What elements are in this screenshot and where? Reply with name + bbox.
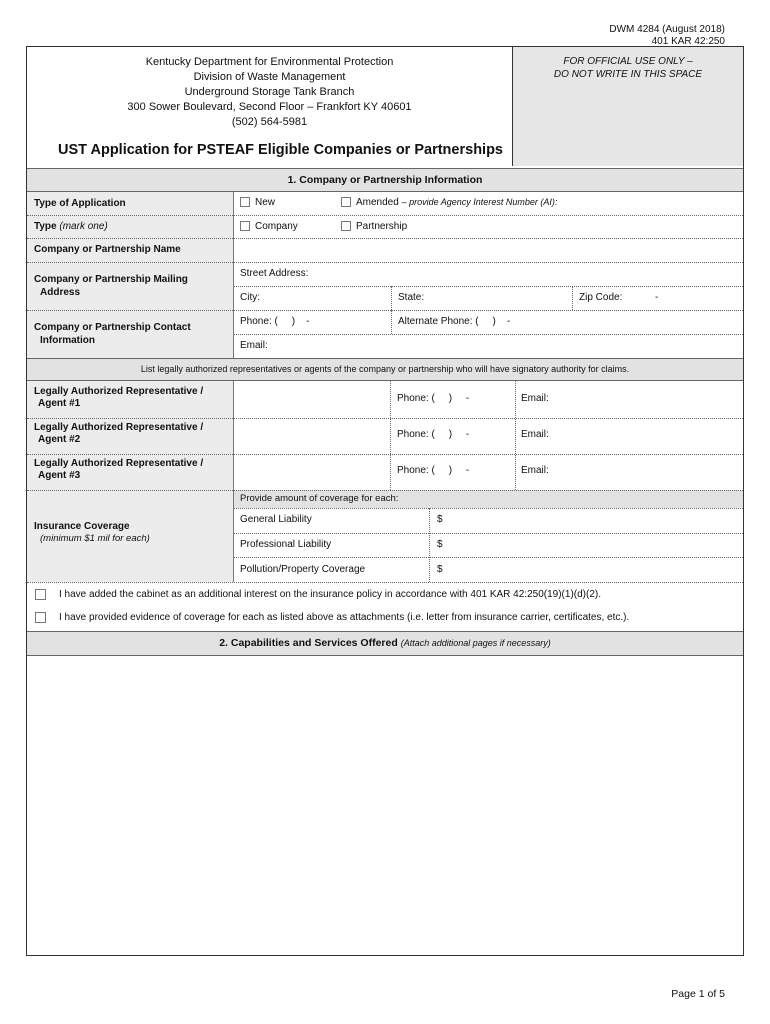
- label-type: Type (mark one): [27, 215, 233, 238]
- amended-label: Amended – provide Agency Interest Number (AI):: [356, 197, 558, 208]
- rep-2-name-field[interactable]: [234, 419, 389, 453]
- capabilities-text-area[interactable]: [28, 657, 742, 954]
- row-divider: [27, 262, 743, 263]
- label-company-name: Company or Partnership Name: [27, 238, 233, 262]
- label-mailing-address: Company or Partnership Mailing Address: [27, 262, 233, 310]
- additional-interest-label: I have added the cabinet as an additional interest on the insurance policy in accordance with 401 KAR 42:250(19)(1)(d)(2).: [59, 589, 601, 600]
- column-divider: [572, 286, 573, 310]
- agency-phone: (502) 564-5981: [231, 116, 308, 128]
- section1-heading-bar: [27, 168, 743, 192]
- new-label: New: [255, 197, 276, 208]
- company-checkbox[interactable]: [240, 221, 250, 231]
- row-divider: [27, 215, 743, 216]
- general-liability-amount-field[interactable]: $: [437, 514, 443, 525]
- agency-address: 300 Sower Boulevard, Second Floor – Frankfort KY 40601: [127, 101, 412, 113]
- division-name: Division of Waste Management: [193, 71, 346, 83]
- professional-liability-label: Professional Liability: [240, 539, 332, 550]
- zip-code-field[interactable]: Zip Code:: [579, 292, 623, 303]
- insurance-note-bar: [233, 490, 743, 508]
- row-divider: [233, 286, 743, 287]
- row-divider: [233, 533, 743, 534]
- rep-3-phone-field[interactable]: Phone: ( ) -: [397, 465, 470, 476]
- partnership-label: Partnership: [356, 221, 408, 232]
- insurance-note: Provide amount of coverage for each:: [240, 493, 399, 504]
- label-rep-2: Legally Authorized Representative / Agent #2: [27, 418, 233, 454]
- page-number: Page 1 of 5: [671, 988, 725, 1000]
- row-divider: [233, 557, 743, 558]
- partnership-checkbox[interactable]: [341, 221, 351, 231]
- rep-3-email-field[interactable]: Email:: [521, 465, 549, 476]
- reps-note: List legally authorized representatives or agents of the company or partnership who will have signatory authority for claims.: [140, 364, 630, 374]
- section2-heading-bar: [27, 631, 743, 656]
- rep-3-name-field[interactable]: [234, 455, 389, 489]
- form-code: [609, 24, 725, 48]
- regulation-reference: 401 KAR 42:250: [651, 36, 725, 47]
- column-divider: [391, 286, 392, 310]
- agency-header: [27, 55, 512, 130]
- rep-2-phone-field[interactable]: Phone: ( ) -: [397, 429, 470, 440]
- state-field[interactable]: State:: [398, 292, 425, 303]
- official-use-line1: FOR OFFICIAL USE ONLY –: [563, 56, 693, 67]
- row-divider: [233, 508, 743, 509]
- evidence-of-coverage-label: I have provided evidence of coverage for each as listed above as attachments (i.e. letter from insurance carrier, certificates, etc.).: [59, 612, 630, 623]
- label-rep-3: Legally Authorized Representative / Agent #3: [27, 454, 233, 490]
- section2-note: (Attach additional pages if necessary): [400, 638, 551, 648]
- column-divider: [515, 381, 516, 490]
- alternate-phone-field[interactable]: Alternate Phone: ( ) -: [398, 316, 511, 327]
- form-title: UST Application for PSTEAF Eligible Companies or Partnerships: [58, 142, 503, 158]
- agency-name: Kentucky Department for Environmental Protection: [145, 56, 394, 68]
- rep-2-email-field[interactable]: Email:: [521, 429, 549, 440]
- official-use-line2: DO NOT WRITE IN THIS SPACE: [553, 69, 703, 80]
- column-divider: [429, 508, 430, 582]
- form-number: DWM 4284 (August 2018): [609, 24, 725, 35]
- label-insurance: Insurance Coverage (minimum $1 mil for each): [27, 490, 233, 582]
- company-name-field[interactable]: [234, 239, 742, 261]
- pollution-property-label: Pollution/Property Coverage: [240, 564, 366, 575]
- label-type-of-application: Type of Application: [27, 192, 233, 215]
- rep-1-name-field[interactable]: [234, 382, 389, 417]
- row-divider: [233, 334, 743, 335]
- email-field[interactable]: Email:: [240, 340, 268, 351]
- evidence-of-coverage-checkbox[interactable]: [35, 612, 46, 623]
- rep-1-email-field[interactable]: Email:: [521, 393, 549, 404]
- general-liability-label: General Liability: [240, 514, 312, 525]
- pollution-property-amount-field[interactable]: $: [437, 564, 443, 575]
- additional-interest-checkbox[interactable]: [35, 589, 46, 600]
- column-divider: [390, 381, 391, 490]
- branch-name: Underground Storage Tank Branch: [184, 86, 355, 98]
- rep-1-phone-field[interactable]: Phone: ( ) -: [397, 393, 470, 404]
- phone-field[interactable]: Phone: ( ) -: [240, 316, 310, 327]
- row-divider: [27, 490, 743, 491]
- section2-heading: 2. Capabilities and Services Offered: [219, 637, 398, 649]
- reps-note-bar: [27, 358, 743, 381]
- company-label: Company: [255, 221, 298, 232]
- row-divider: [27, 310, 743, 311]
- column-divider: [233, 490, 234, 582]
- city-field[interactable]: City:: [240, 292, 260, 303]
- official-use-box: [512, 47, 743, 166]
- zip-dash: -: [655, 292, 659, 303]
- amended-checkbox[interactable]: [341, 197, 351, 207]
- professional-liability-amount-field[interactable]: $: [437, 539, 443, 550]
- new-checkbox[interactable]: [240, 197, 250, 207]
- section1-heading: 1. Company or Partnership Information: [287, 174, 483, 186]
- street-address-field[interactable]: Street Address:: [240, 268, 309, 279]
- label-contact-info: Company or Partnership Contact Information: [27, 310, 233, 358]
- column-divider: [233, 192, 234, 358]
- column-divider: [391, 310, 392, 334]
- label-rep-1: Legally Authorized Representative / Agent #1: [27, 381, 233, 418]
- row-divider: [27, 582, 743, 583]
